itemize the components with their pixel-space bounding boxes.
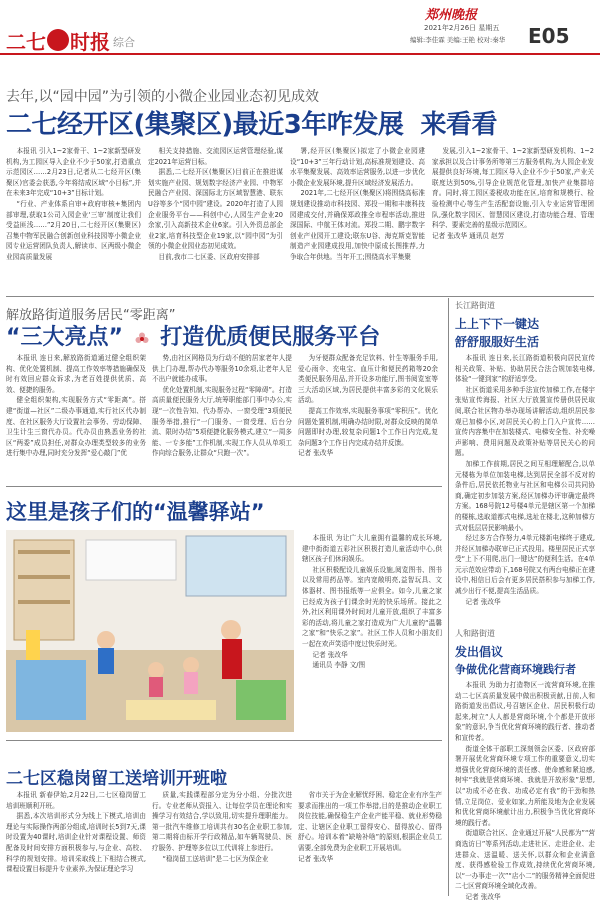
staff-line: 编辑:李佳霖 美编:王艳 校对:秦华 [410, 36, 506, 44]
masthead-rule [0, 53, 600, 55]
story4-para: “稳岗留工送培训”是二七区为保企业 [162, 854, 269, 863]
sidebar1-body [455, 353, 595, 607]
story2-para: 势,由社区网格员为行动不便的居家老年人提供上门办理,帮办代办等服务10余项,让老年人足不出户就能办成事。 [152, 354, 292, 384]
sidebar2-para: 街道联合社区、企业通过开展“人民都为”“营商选访日”等系列活动,走进社区、走进企业、走进群众、送温暖、送关怀,以群众和企业满意度、获得感检验工作成效,持续优化营商环境,以“一办事走一次”“店小二”的服务精神全面促进二七区营商环境全域化改善。 [455, 829, 595, 891]
lead-column-4 [432, 146, 594, 241]
lead-para: 相关支持措施、交流园区运营管理经验,谋定2021年运营目标。 [148, 147, 283, 166]
story4-para: 省市关于为企业解忧纾困、稳定企业有序生产要求而推出的一项工作举措,目的是推动企业职工岗位技能,确保稳生产企业产能平稳、就业形势稳定、让辖区企业职工留得安心、留得放心、留得舒心。培训本着“缺啥补啥”的原则,根据企业员工需要,全部免费为企业职工开展培训。 [298, 791, 442, 852]
story2-kicker: 解放路街道服务居民“零距离” [6, 308, 176, 323]
story4-headline: 二七区稳岗留工送培训开班啦 [6, 769, 227, 789]
section-label: 综合 [113, 36, 135, 49]
story4-para: 质量,实践课程部分定为分小组、分批次进行。专业老师从资报入、让每位学员在理论和实操学习有效结合,学以致用,切实提升理职能力。第一批汽车维修工培训共有30名企业职工参加,第二期将由标开学行政精品,如车辆驾驶员、医疗服务、护理等多位以工代训将上参进行。 [152, 791, 292, 852]
story2-byline: 记者 张改华 [298, 449, 334, 458]
lead-kicker: 去年,以“园中园”为引领的小微企业园业态初见成效 [6, 89, 319, 105]
sidebar1-para: 社区街道采用多种手法宣传加梯工作,在楼宇张贴宣传海报、社区大厅放置宣传册供居民取阅,联合社区物办举办现场讲解活动,组织居民参观已加梯小区,对居民关心的上门入户宣传……宣传内容集中在加装楼式、电梯安全性、补充噪声影响、费用问题及政策补贴等居民关心的问题。 [455, 385, 595, 458]
brand-badge [47, 29, 69, 51]
lead-column-2 [148, 146, 283, 263]
story3-byline: 记者 张改华 [312, 650, 348, 659]
lead-para: 本报讯 引入1~2家骨干、1~2家新型研发机构,为工园区导入企业不少于50家,打造重点示范园区……2月23日,记者从二七经开区(集聚区)官委会获悉,今年将结成区域“小目标”,并在未来3年完成“10+3”目标计划。 [6, 147, 141, 198]
paper-name: 郑州晚报 [425, 8, 478, 23]
divider [6, 740, 442, 741]
story2-column-1 [6, 353, 146, 459]
sidebar2-para: 本报讯 为助力打造物区一流营商环境,在推动二七区高质量发展中做出积极贡献,日前,人和路街道发出倡议,号召辖区企业、居民积极行动起来,树立“人人都是营商环境,个个都是开放形象”的意识,争当优化营商环境的践行者、推动者和宣传者。 [455, 681, 595, 742]
sidebar1-para: 本报讯 连日来,长江路街道积极向居民宣传相关政策、补贴、协助居民合法合规加装电梯,体验“一键到家”的舒适享受。 [455, 354, 595, 384]
story2-para: 本报讯 连日来,解放路街道通过健全组织架构、优化处置机制、提高工作效率等措施确保及时有效回应群众诉求,为老百姓提供优质、高效、便捷的服务。 [6, 354, 146, 394]
brand-logo [6, 29, 110, 54]
sidebar1-kicker: 长江路街道 [455, 301, 495, 310]
story3-headline: 这里是孩子们的“温馨驿站” [6, 500, 265, 524]
story4-column-2 [152, 790, 292, 864]
lead-para: 署,经开区(集聚区)拟定了小微企业园建设“10+3”三年行动计划,高标准规划建设、高水平集聚发展、高效率运营服务,以进一步优化小微企业发展环境,提升区域经济发展活力。 [290, 147, 425, 187]
story2-column-2 [152, 353, 292, 459]
story3-body [302, 533, 442, 671]
lead-para: 据悉,二七经开区(集聚区)目前正在推进谋划实施产业园、规划数字经济产业园、中物军民融合产业园、深国际北方区域智慧港、联东U谷等多个“园中园”建设。2020年打造了人园企业服务平台——科创中心,人园生产企业20余家,引入高新技术企业6家。引入外资总部企业2家,培育科技型企业19家,以“园中园”为引领的小微企业园业态初见成效。 [148, 168, 283, 251]
lead-para: 2021年,二七经开区(集聚区)将围绕高标准规划建设推动市科技园、郑投一期和丰康科技园建成交付,并确保郑政推全市程率活动,推进深国际、中航王体对流。郑投二期、鹏宇数字创业产业园开工建设;联东U谷、海克斯克智能制造产业园建成投用,加快中原成长图推荐,力争取合年供地。当年开工;围绕高水平集聚 [290, 189, 425, 261]
page-letter: E [528, 24, 542, 48]
lead-para: 目前,我市二七区委、区政府安排部 [158, 252, 260, 261]
sidebar2-para: 街道全体干部职工深刻领会区委、区政府部署开展优化营商环境专项工作的重要意义,切实增强优化营商环境的责任感、使命感和紧迫感,树牢“我就是营商环境、我就是开放形象”思想,以“功成不必在我、功成必定有我”的干劲和热情,立足岗位、爱业如家,力所能及地为企业发展和优化营商环境献计出力,积极争当优化营商环境的践行者。 [455, 744, 595, 827]
story2-column-3 [298, 353, 438, 459]
page-digits: 05 [541, 24, 570, 48]
sidebar1 [455, 296, 595, 607]
story4-column-1 [6, 790, 146, 875]
masthead [0, 0, 600, 60]
lead-column-1 [6, 146, 141, 263]
page-number [528, 24, 570, 48]
story4-para: 据悉,本次培训形式分为线上下模式,培训由理论与实际操作两部分组成,培训时长5到7天,课时设置为40课时,培训企业针对课程设置、师资配备及时间安排方面积极参与,与企业、高校、科学的规划安排。培训采取线上下相结合模式,课程设置目标提升专业素养,为保证理论学习 [6, 812, 146, 874]
story3-para: 社区积极配设儿童娱乐设施,阅览图书、图书以及常用药品等。室内宽敞明亮,益智玩具、文体器材、图书报纸等一应俱全。如今,儿童之家已经成为孩子们课余时光的快乐场所。接此之外,社区利用课外时间对儿童开放,组织了丰富多彩的活动,将儿童之家打造成为广大儿童的“温馨之家”和“快乐之家”。社区工作人员和小朋友们一起在欢声笑语中度过快乐时光。 [302, 565, 442, 648]
sidebar1-para: 经过多方合作努力,4单元楼新电梯终于建成,并经区加梯办联审已正式投用。楼里居民正式享受“上下不用爬,出门一键达”的便利生活。在4单元示范效应带动下,168号院又有两台电梯正在建设中,相信日后会有更多居民搭积参与加梯工作,减少出行不便,提高生活品质。 [455, 534, 595, 596]
story3-photo [6, 530, 294, 732]
story2-para: 提高工作效率,实现服务事项“零积压”。优化问题处置机制,明确办结时限,对群众反映的简单问题即时办理,较复杂问题1个工作日内完成,复杂问题3个工作日内完成办结并反馈。 [298, 406, 438, 447]
sidebar1-para: 加梯工作前期,居民之间互相理解配合,以单元楼栋为单位加装电梯,达到居民全部不反对的条件后,居民依托物业与社区和电梯公司共同协商,确定初步加装方案,经区加梯办评审确定最终方案。168号院12号楼4单元是辖区第一个加梯的楼栋,选取道都式电梯,选址在楼北,这种加梯方式对低层居民影响最小。 [455, 459, 595, 532]
story2-headline-b: 打造优质便民服务平台 [160, 325, 381, 350]
sidebar-divider [448, 298, 449, 896]
lead-para: 发展,引入1~2家骨干、1~2家新型研发机构、1~2家承担以及合计事务所等第三方服务机构,为人园企业发展提供良好环境,每工园区导入企业不少于50家,产业关联度达到50%,引导企业规范化管理,加快产业集群培育。同时,将工园区委税收功能在区,培育和规模行、检验检测中心等生产生活配套设施,引入专业运营管理团队,强化数字园区、智慧园区建设,打造功能合理、管理科学、要素完善的星级示范园区。 [432, 147, 594, 230]
lead-headline: 二七经开区(集聚区)最近3年咋发展 来看看 [6, 110, 497, 140]
playroom-illustration [6, 530, 294, 732]
sidebar2-title2: 争做优化营商环境践行者 [455, 663, 576, 676]
sidebar2 [455, 628, 595, 902]
date-line: 2021年2月26日 星期五 [424, 24, 500, 32]
story4-para: 本报讯 新春伊始,2月22日,二七区稳岗留工培训班顺利开班。 [6, 791, 146, 810]
story2-para: 为牙便群众配备充足饮料、针生等服务手用,爱心雨伞、充电宝、血压计和便民药箱等20余类便民服务用品,并开设多功能厅,图书阅览室等三大活动区域,为居民提供丰富多彩的文化娱乐活动。 [298, 354, 438, 405]
sidebar2-kicker: 人和路街道 [455, 629, 495, 638]
lead-para: “行业、产业体系自审+政府审核+集团内部审理,获取1公司入园企业‘三审’制度让我们受益匪浅……”2月20日,二七经开区(集聚区)召集中物军民融合创新创业科技园等小微企业园专业运营团队负责人,解读市、区两级小微企业园高质量发展 [6, 199, 141, 261]
divider [6, 486, 442, 487]
story2-headline [6, 320, 380, 351]
sidebar1-byline: 记者 张改华 [465, 597, 501, 606]
lead-column-3 [290, 146, 425, 263]
brand-part1: 二七 [6, 29, 46, 54]
story2-para: 优化处置机制,实现服务过程“零障碍”。打造高质量便民服务大厅,统筹职能部门事中办公,实现“一次性告知、代办帮办、一窗受理”3项便民服务举措,推行“一门服务、一窗受理、后台分流、限时办结”5项便捷化服务模式,建立“一周多能、一专多能”工作机制,实现工作人员从单项工作向综合服务,让群众“只跑一次”。 [152, 385, 292, 458]
story4-column-3 [298, 790, 442, 864]
story2-flower-icon [135, 327, 149, 341]
brand-part2: 时报 [70, 29, 110, 54]
lead-byline: 记者 张改华 通讯员 赵芳 [432, 231, 505, 240]
sidebar1-title2: 舒舒服服好生活 [455, 335, 540, 349]
story4-byline: 记者 张改华 [298, 854, 334, 863]
story3-photo-credit: 通讯员 李静 文/图 [312, 661, 366, 670]
story2-para: 健全组织架构,实现服务方式“零距离”。搭建“街道—社区”二级办事通道,实行社区代办制度、在社区服务大厅设置社会事务、劳动保障、卫生计生三窗代办员。代办员由熟悉业务的社区“两委”成员担任,对群众办理类型较多的业务进行集中办理,同时充分发挥“爱心敲门”优 [6, 396, 146, 458]
sidebar2-byline: 记者 张改华 [465, 892, 501, 901]
sidebar2-title1: 发出倡议 [455, 645, 504, 659]
story3-para: 本报讯 为让广大儿童拥有温馨的成长环境,建中街街道五彩社区积极打造儿童活动中心,供辖区孩子们休闲娱乐。 [302, 534, 442, 564]
sidebar2-body [455, 680, 595, 902]
sidebar1-title1: 上上下下一键达 [455, 317, 540, 331]
story2-headline-a: “三大亮点” [6, 325, 123, 350]
